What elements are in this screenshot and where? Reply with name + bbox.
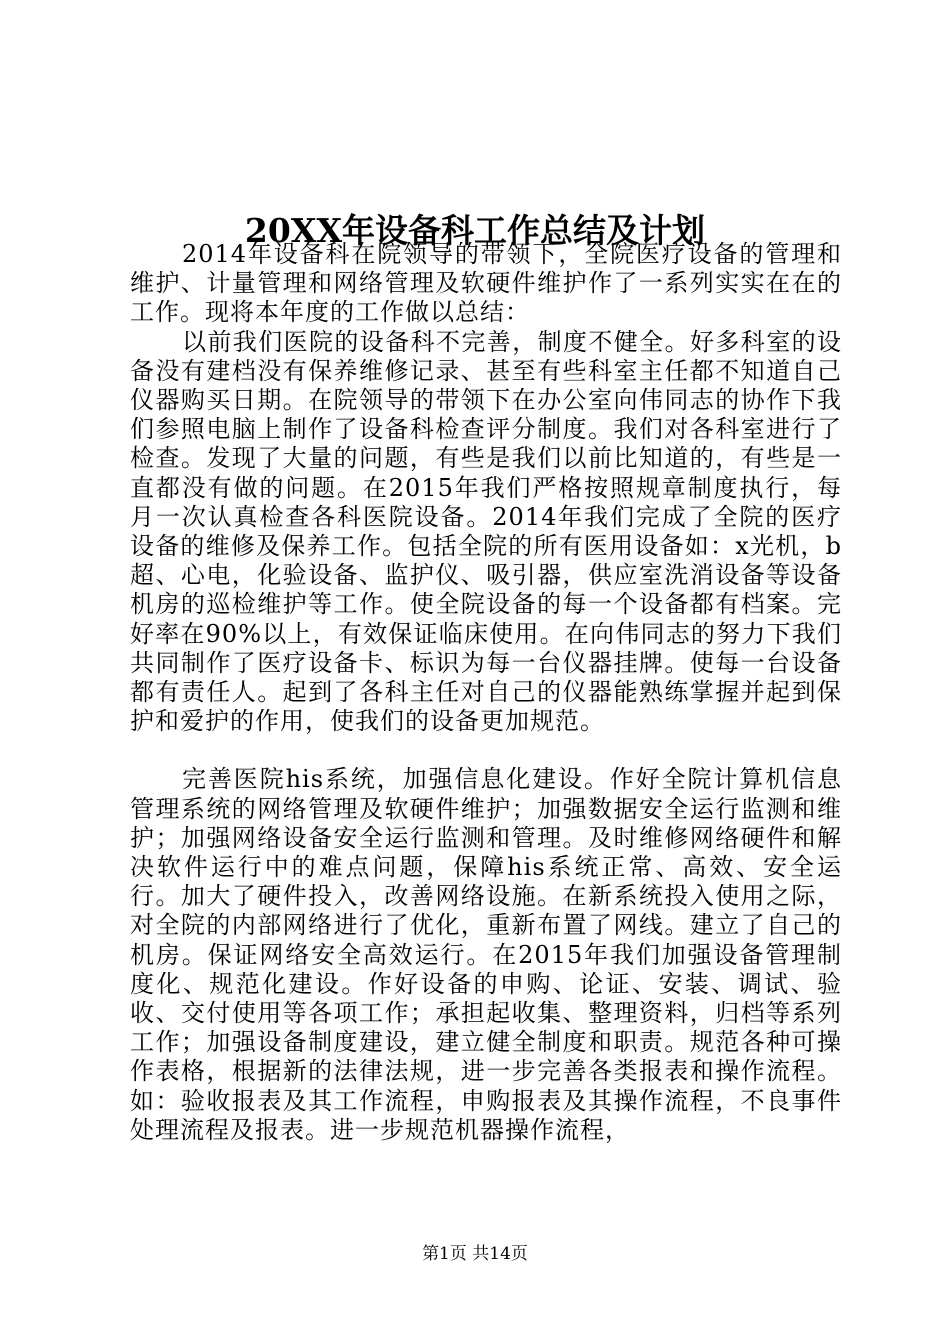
page-footer: 第1页 共14页: [422, 1244, 528, 1264]
paragraph-intro: 2014年设备科在院领导的带领下，全院医疗设备的管理和维护、计量管理和网络管理及软硬件维护作了一系列实实在在的工作。现将本年度的工作做以总结：: [130, 240, 842, 327]
document-body: [130, 240, 842, 1145]
paragraph-equipment-management: 以前我们医院的设备科不完善，制度不健全。好多科室的设备没有建档没有保养维修记录、甚至有些科室主任都不知道自己仪器购买日期。在院领导的带领下在办公室向伟同志的协作下我们参照电脑上制作了设备科检查评分制度。我们对各科室进行了检查。发现了大量的问题，有些是我们以前比知道的，有些是一直都没有做的问题。在2015年我们严格按照规章制度执行，每月一次认真检查各科医院设备。2014年我们完成了全院的医疗设备的维修及保养工作。包括全院的所有医用设备如：x光机，b超、心电，化验设备、监护仪、吸引器，供应室洗消设备等设备机房的巡检维护等工作。使全院设备的每一个设备都有档案。完好率在90%以上，有效保证临床使用。在向伟同志的努力下我们共同制作了医疗设备卡、标识为每一台仪器挂牌。使每一台设备都有责任人。起到了各科主任对自己的仪器能熟练掌握并起到保护和爱护的作用，使我们的设备更加规范。: [130, 327, 842, 736]
document-title: 20XX年设备科工作总结及计划: [244, 211, 706, 251]
paragraph-his-system: 完善医院his系统，加强信息化建设。作好全院计算机信息管理系统的网络管理及软硬件维护；加强数据安全运行监测和维护；加强网络设备安全运行监测和管理。及时维修网络硬件和解决软件运行中的难点问题，保障his系统正常、高效、安全运行。加大了硬件投入，改善网络设施。在新系统投入使用之际，对全院的内部网络进行了优化，重新布置了网线。建立了自己的机房。保证网络安全高效运行。在2015年我们加强设备管理制度化、规范化建设。作好设备的申购、论证、安装、调试、验收、交付使用等各项工作；承担起收集、整理资料，归档等系列工作；加强设备制度建设，建立健全制度和职责。规范各种可操作表格，根据新的法律法规，进一步完善各类报表和操作流程。如：验收报表及其工作流程，申购报表及其操作流程，不良事件处理流程及报表。进一步规范机器操作流程，: [130, 765, 842, 1144]
